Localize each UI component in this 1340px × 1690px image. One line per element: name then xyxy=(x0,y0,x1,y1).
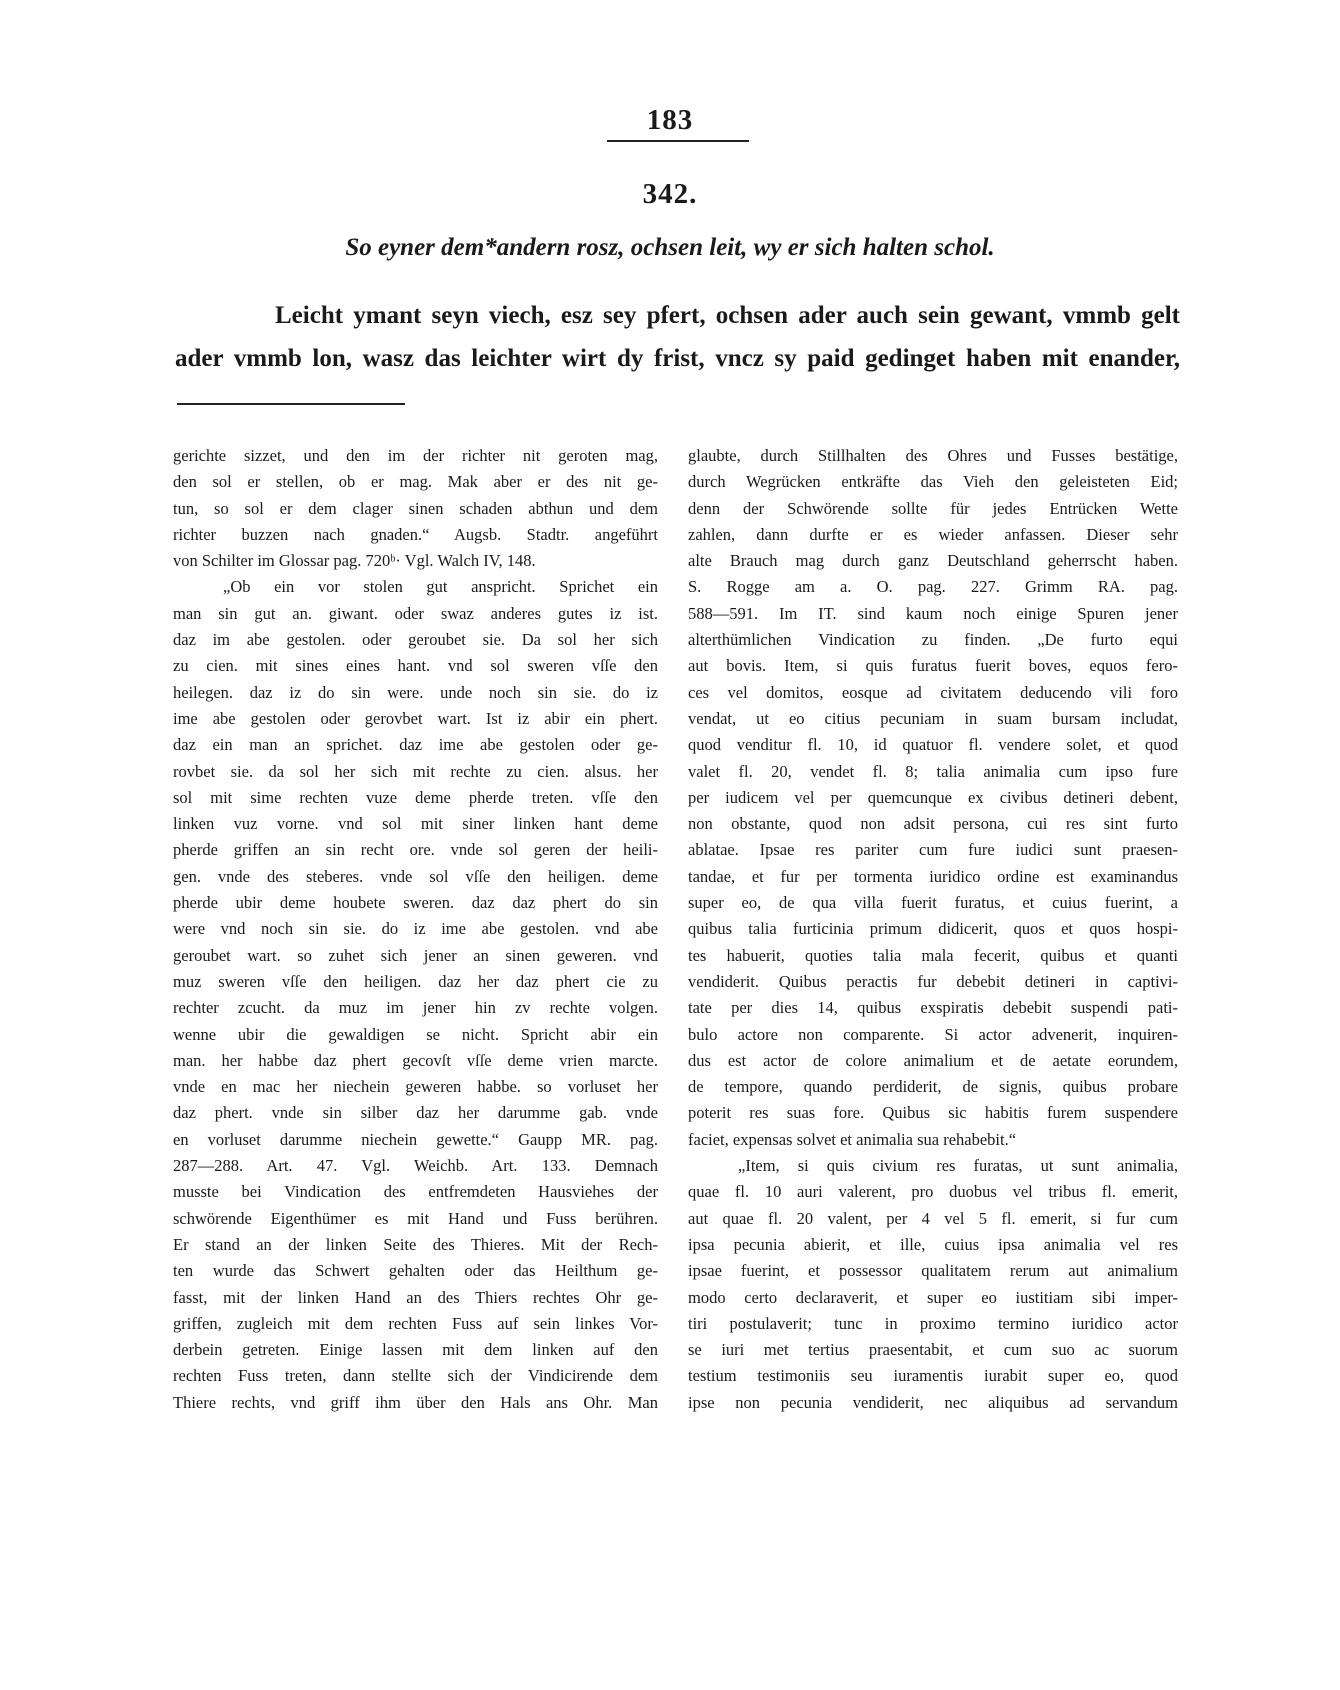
footnote-line: super eo, de qua villa fuerit furatus, et cuius fuerint, a xyxy=(688,893,1178,913)
footnote-line: linken vuz vorne. vnd sol mit siner linken hant deme xyxy=(173,814,658,834)
page-number: 183 xyxy=(646,104,694,136)
footnote-line: griffen, zugleich mit dem rechten Fuss auf sein linkes Vor- xyxy=(173,1313,658,1333)
footnote-line: ime abe gestolen oder gerovbet wart. Ist iz abir ein phert. xyxy=(173,708,658,728)
footnote-line: 588—591. Im IT. sind kaum noch einige Spuren jener xyxy=(688,603,1178,623)
footnote-line: de tempore, quando perdiderit, de signis, quibus probare xyxy=(688,1077,1178,1097)
footnote-line: aut quae fl. 20 valent, per 4 vel 5 fl. emerit, si fur cum xyxy=(688,1208,1178,1228)
footnote-line: ipse non pecunia vendiderit, nec aliquibus ad servandum xyxy=(688,1392,1178,1412)
footnote-line: daz ein man an sprichet. daz ime abe gestolen oder ge- xyxy=(173,735,658,755)
footnote-line: were vnd noch sin sie. do iz ime abe gestolen. vnd abe xyxy=(173,919,658,939)
footnote-line: Thiere rechts, vnd griff ihm über den Hals ans Ohr. Man xyxy=(173,1392,658,1412)
footnote-line: alterthümlichen Vindication zu finden. „De furto equi xyxy=(688,630,1178,650)
footnote-line: quod venditur fl. 10, id quatuor fl. vendere solet, et quod xyxy=(688,735,1178,755)
footnote-line: zu cien. mit sines eines hant. vnd sol sweren vſſe den xyxy=(173,656,658,676)
footnote-line: 287—288. Art. 47. Vgl. Weichb. Art. 133. Demnach xyxy=(173,1156,658,1176)
footnote-line: von Schilter im Glossar pag. 720ᵇ· Vgl. Walch IV, 148. xyxy=(173,551,536,571)
intro-line: ader vmmb lon, wasz das leichter wirt dy frist, vncz sy paid gedinget haben mit enander, xyxy=(175,345,1180,372)
footnote-line: man sin gut an. giwant. oder swaz anderes gutes iz ist. xyxy=(173,603,658,623)
footnote-line: richter buzzen nach gnaden.“ Augsb. Stadtr. angeführt xyxy=(173,524,658,544)
footnote-line: wenne ubir die gewaldigen se nicht. Spricht abir ein xyxy=(173,1024,658,1044)
footnote-line: quae fl. 10 auri valerent, pro duobus vel tribus fl. emerit, xyxy=(688,1182,1178,1202)
footnote-line: tes habuerit, quoties talia mala fecerit, quibus et quanti xyxy=(688,945,1178,965)
footnote-line: rechten Fuss treten, dann stellte sich der Vindicirende dem xyxy=(173,1366,658,1386)
footnote-line: S. Rogge am a. O. pag. 227. Grimm RA. pag. xyxy=(688,577,1178,597)
footnote-line: se iuri met tertius praesentabit, et cum suo ac suorum xyxy=(688,1340,1178,1360)
footnote-line: non obstante, quod non adsit persona, cui res sint furto xyxy=(688,814,1178,834)
footnote-line: bulo actore non comparente. Si actor advenerit, inquiren- xyxy=(688,1024,1178,1044)
intro-line: Leicht ymant seyn viech, esz sey pfert, ochsen ader auch sein gewant, vmmb gelt xyxy=(275,302,1180,329)
footnote-line: sol mit sime rechten vuze deme pherde treten. vſſe den xyxy=(173,787,658,807)
footnote-line: derbein getreten. Einige lassen mit dem linken auf den xyxy=(173,1340,658,1360)
footnote-line: poterit res suas fore. Quibus sic habitis furem suspendere xyxy=(688,1103,1178,1123)
footnote-line: tandae, et fur per tormenta iuridico ordine est examinandus xyxy=(688,866,1178,886)
footnote-line: aut bovis. Item, si quis furatus fuerit boves, equos fero- xyxy=(688,656,1178,676)
footnote-line: „Item, si quis civium res furatas, ut sunt animalia, xyxy=(738,1156,1178,1176)
footnote-line: quibus talia furticinia primum didicerit, quos et quos hospi- xyxy=(688,919,1178,939)
footnote-line: ipsae fuerint, et possessor qualitatem rerum aut animalium xyxy=(688,1261,1178,1281)
footnote-line: Er stand an der linken Seite des Thieres. Mit der Rech- xyxy=(173,1234,658,1254)
footnote-right-column xyxy=(688,443,1178,1416)
footnote-line: durch Wegrücken entkräfte das Vieh den geleisteten Eid; xyxy=(688,472,1178,492)
footnote-line: musste bei Vindication des entfremdeten Hausviehes der xyxy=(173,1182,658,1202)
footnote-line: heilegen. daz iz do sin were. unde noch sin sie. do iz xyxy=(173,682,658,702)
footnote-line: ablatae. Ipsae res pariter cum fure iudici sunt praesen- xyxy=(688,840,1178,860)
footnote-line: ipsa pecunia abierit, et ille, cuius ipsa animalia vel res xyxy=(688,1234,1178,1254)
footnote-line: testium testimoniis seu iuramentis iurabit super eo, quod xyxy=(688,1366,1178,1386)
footnote-line: daz phert. vnde sin silber daz her darumme gab. vnde xyxy=(173,1103,658,1123)
footnote-line: schwörende Eigenthümer es mit Hand und Fuss berühren. xyxy=(173,1208,658,1228)
footnote-line: den sol er stellen, ob er mag. Mak aber er des nit ge- xyxy=(173,472,658,492)
footnote-line: daz im abe gestolen. oder geroubet sie. Da sol her sich xyxy=(173,630,658,650)
footnote-line: per iudicem vel per quemcunque ex civibus detineri debent, xyxy=(688,787,1178,807)
footnote-line: denn der Schwörende sollte für jedes Entrücken Wette xyxy=(688,498,1178,518)
footnote-rule xyxy=(177,403,405,405)
footnote-line: tiri postulaverit; tunc in proximo termino iuridico actor xyxy=(688,1313,1178,1333)
footnote-line: zahlen, dann durfte er es wieder anfassen. Dieser sehr xyxy=(688,524,1178,544)
footnote-line: vendat, ut eo citius pecuniam in suam bursam includat, xyxy=(688,708,1178,728)
footnote-line: tun, so sol er dem clager sinen schaden abthun und dem xyxy=(173,498,658,518)
footnote-line: muz sweren vſſe den heiligen. daz her daz phert cie zu xyxy=(173,971,658,991)
footnote-line: gen. vnde des steberes. vnde sol vſſe den heiligen. deme xyxy=(173,866,658,886)
footnote-line: rovbet sie. da sol her sich mit rechte zu cien. alsus. her xyxy=(173,761,658,781)
footnote-line: en vorluset darumme niechein gewette.“ Gaupp MR. pag. xyxy=(173,1129,658,1149)
footnote-line: man. her habbe daz phert gecovſt vſſe deme vrien marcte. xyxy=(173,1050,658,1070)
section-number: 342. xyxy=(642,178,698,210)
footnote-line: pherde ubir deme houbete sweren. daz daz phert do sin xyxy=(173,893,658,913)
footnote-line: valet fl. 20, vendet fl. 8; talia animalia cum ipso fure xyxy=(688,761,1178,781)
page-number-rule xyxy=(607,140,749,142)
footnote-line: vendiderit. Quibus peractis fur debebit detineri in captivi- xyxy=(688,971,1178,991)
footnote-line: fasst, mit der linken Hand an des Thiers rechtes Ohr ge- xyxy=(173,1287,658,1307)
footnote-line: pherde griffen an sin recht ore. vnde sol geren der heili- xyxy=(173,840,658,860)
footnote-line: vnde en mac her niechein geweren habbe. so vorluset her xyxy=(173,1077,658,1097)
section-heading: So eyner dem*andern rosz, ochsen leit, wy er sich halten schol. xyxy=(345,234,995,261)
footnote-line: dus est actor de colore animalium et de aetate eorundem, xyxy=(688,1050,1178,1070)
footnote-line: modo certo declaraverit, et super eo iustitiam sibi imper- xyxy=(688,1287,1178,1307)
intro-paragraph xyxy=(175,294,1180,380)
footnote-line: rechter zcucht. da muz im jener hin zv rechte volgen. xyxy=(173,998,658,1018)
footnote-line: alte Brauch mag durch ganz Deutschland geherrscht haben. xyxy=(688,551,1178,571)
footnote-line: faciet, expensas solvet et animalia sua rehabebit.“ xyxy=(688,1129,1017,1149)
footnote-line: ten wurde das Schwert gehalten oder das Heilthum ge- xyxy=(173,1261,658,1281)
footnote-line: glaubte, durch Stillhalten des Ohres und Fusses bestätige, xyxy=(688,446,1178,465)
footnote-line: gerichte sizzet, und den im der richter nit geroten mag, xyxy=(173,446,658,465)
footnote-line: „Ob ein vor stolen gut anspricht. Sprichet ein xyxy=(223,577,658,597)
footnote-line: ces vel domitos, eosque ad civitatem deducendo vili foro xyxy=(688,682,1178,702)
footnote-left-column xyxy=(173,443,658,1416)
footnote-line: tate per dies 14, quibus exspiratis debebit suspendi pati- xyxy=(688,998,1178,1018)
footnote-line: geroubet wart. so zuhet sich jener an sinen geweren. vnd xyxy=(173,945,658,965)
